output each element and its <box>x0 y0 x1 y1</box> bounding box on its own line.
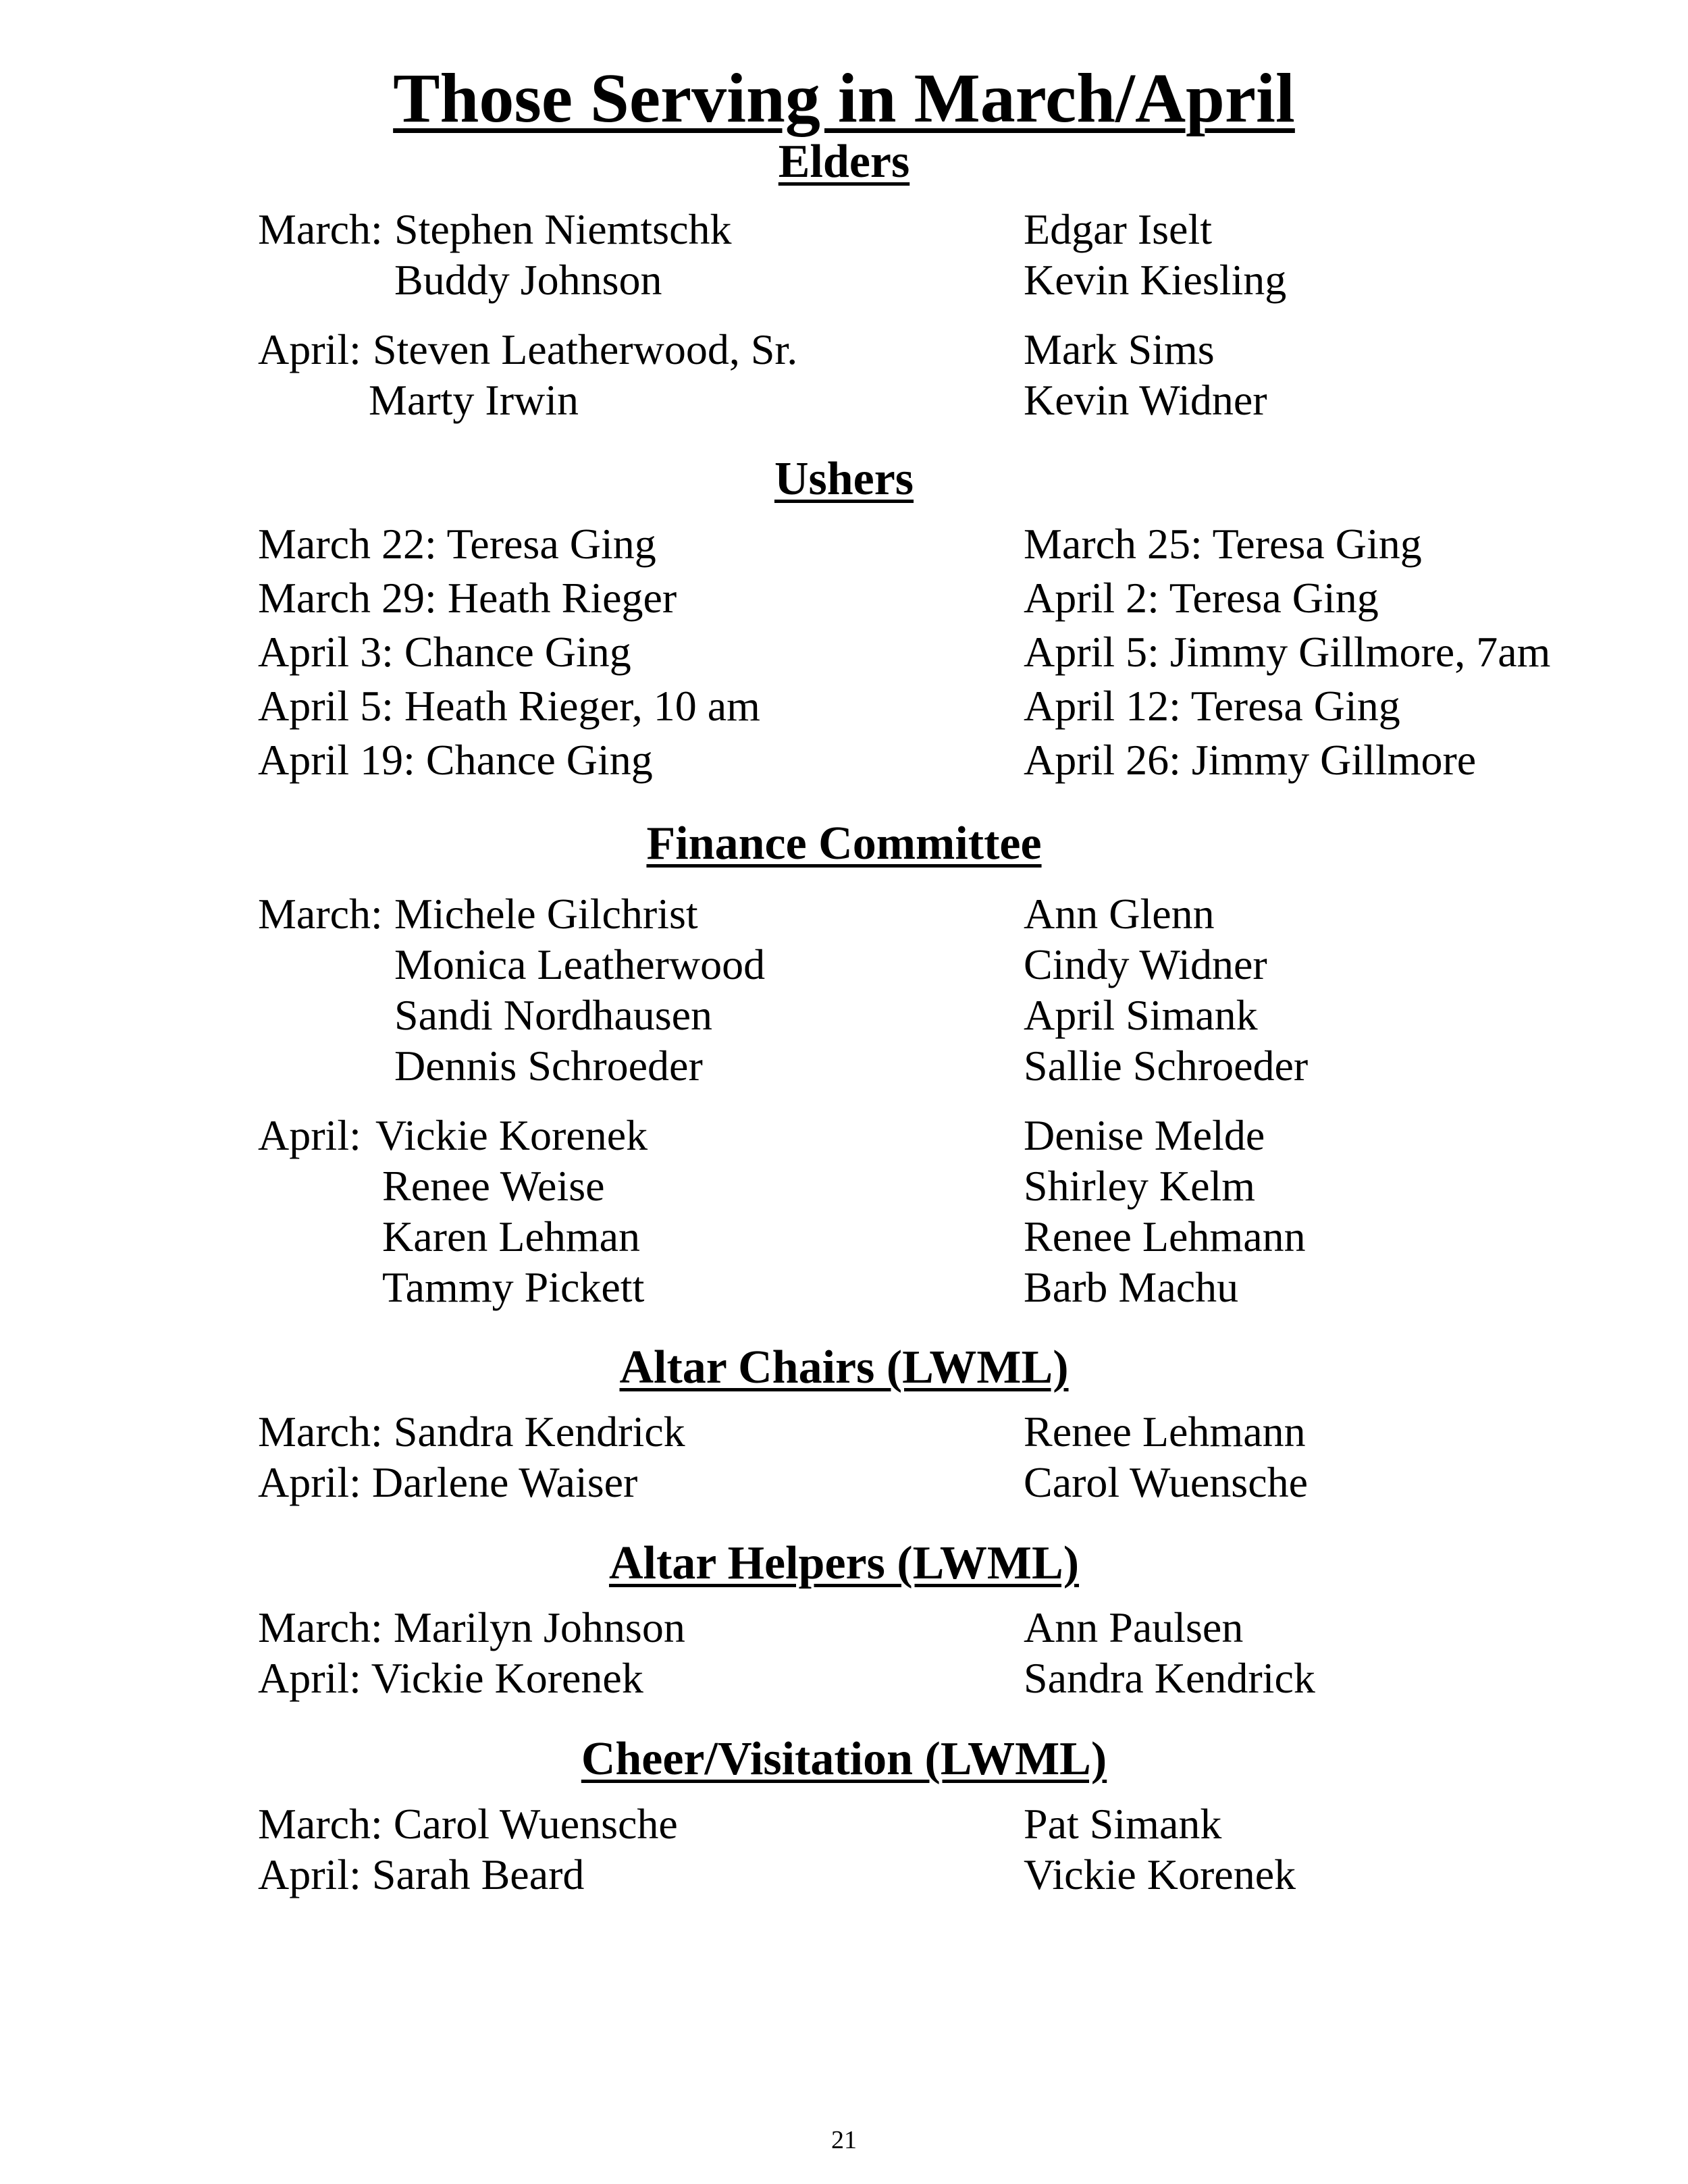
finance-april-right-2: Shirley Kelm <box>1024 1162 1256 1210</box>
cheer-visitation-heading: Cheer/Visitation (LWML) <box>581 1733 1107 1785</box>
cheer-right-2: Vickie Korenek <box>1024 1850 1296 1898</box>
elders-march-right-1: Edgar Iselt <box>1024 205 1212 253</box>
elders-april-right-2: Kevin Widner <box>1024 376 1267 424</box>
page-number: 21 <box>831 2126 857 2154</box>
altar-helpers-right-2: Sandra Kendrick <box>1024 1654 1315 1702</box>
ushers-left-4: April 5: Heath Rieger, 10 am <box>258 682 760 730</box>
finance-april-left-4: Tammy Pickett <box>382 1263 645 1311</box>
cheer-left-2: April: Sarah Beard <box>258 1850 585 1898</box>
finance-april-left-2: Renee Weise <box>382 1162 605 1210</box>
finance-march-label: March: <box>258 890 383 938</box>
ushers-right-5: April 26: Jimmy Gillmore <box>1024 736 1477 784</box>
elders-april-left-2: Marty Irwin <box>369 376 579 424</box>
altar-chairs-left-1: March: Sandra Kendrick <box>258 1408 685 1456</box>
ushers-right-2: April 2: Teresa Ging <box>1024 574 1379 622</box>
altar-helpers-right-1: Ann Paulsen <box>1024 1603 1244 1651</box>
elders-april-right-1: Mark Sims <box>1024 325 1215 373</box>
ushers-right-4: April 12: Teresa Ging <box>1024 682 1400 730</box>
finance-march-left-4: Dennis Schroeder <box>394 1042 703 1090</box>
elders-april-left-1: Steven Leatherwood, Sr. <box>373 325 798 373</box>
altar-chairs-right-1: Renee Lehmann <box>1024 1408 1306 1456</box>
elders-march-left-2: Buddy Johnson <box>394 256 662 304</box>
finance-april-left-1: Vickie Korenek <box>375 1111 648 1159</box>
altar-helpers-left-1: March: Marilyn Johnson <box>258 1603 685 1651</box>
finance-heading: Finance Committee <box>646 818 1042 870</box>
finance-march-left-3: Sandi Nordhausen <box>394 991 713 1039</box>
elders-april-label: April: <box>258 325 361 373</box>
finance-april-right-1: Denise Melde <box>1024 1111 1265 1159</box>
finance-april-right-4: Barb Machu <box>1024 1263 1239 1311</box>
altar-helpers-heading: Altar Helpers (LWML) <box>608 1537 1080 1589</box>
ushers-left-3: April 3: Chance Ging <box>258 628 631 676</box>
elders-heading: Elders <box>778 136 910 188</box>
elders-march-left-1: Stephen Niemtschk <box>394 205 732 253</box>
elders-march-label: March: <box>258 205 383 253</box>
ushers-heading: Ushers <box>774 453 914 505</box>
elders-march-right-2: Kevin Kiesling <box>1024 256 1287 304</box>
ushers-right-3: April 5: Jimmy Gillmore, 7am <box>1024 628 1551 676</box>
ushers-left-1: March 22: Teresa Ging <box>258 520 656 568</box>
finance-march-right-4: Sallie Schroeder <box>1024 1042 1309 1090</box>
finance-march-left-2: Monica Leatherwood <box>394 940 766 988</box>
finance-march-left-1: Michele Gilchrist <box>394 890 698 938</box>
altar-chairs-right-2: Carol Wuensche <box>1024 1458 1308 1506</box>
finance-march-right-3: April Simank <box>1024 991 1258 1039</box>
finance-april-label: April: <box>258 1111 361 1159</box>
ushers-left-5: April 19: Chance Ging <box>258 736 653 784</box>
altar-chairs-heading: Altar Chairs (LWML) <box>619 1341 1069 1393</box>
cheer-right-1: Pat Simank <box>1024 1800 1222 1848</box>
altar-helpers-left-2: April: Vickie Korenek <box>258 1654 643 1702</box>
ushers-right-1: March 25: Teresa Ging <box>1024 520 1422 568</box>
finance-march-right-1: Ann Glenn <box>1024 890 1215 938</box>
finance-march-right-2: Cindy Widner <box>1024 940 1267 988</box>
finance-april-left-3: Karen Lehman <box>382 1213 641 1260</box>
page-title: Those Serving in March/April <box>393 59 1295 137</box>
ushers-left-2: March 29: Heath Rieger <box>258 574 677 622</box>
cheer-left-1: March: Carol Wuensche <box>258 1800 678 1848</box>
finance-april-right-3: Renee Lehmann <box>1024 1213 1306 1260</box>
altar-chairs-left-2: April: Darlene Waiser <box>258 1458 638 1506</box>
